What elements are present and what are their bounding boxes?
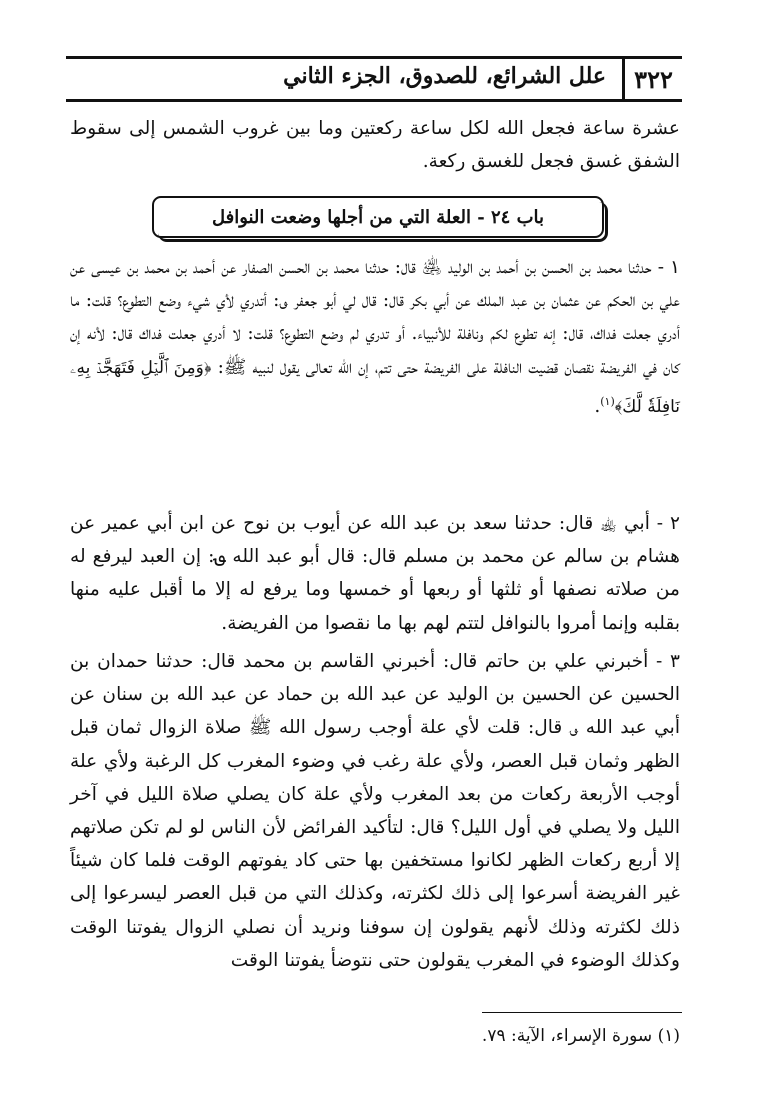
footnote: (١) سورة الإسراء، الآية: ٧٩. — [481, 1026, 680, 1046]
hadith-3: ٣ - أخبرني علي بن حاتم قال: أخبرني القاسم بن محمد قال: حدثنا حمدان بن الحسين عن الحسين بن الوليد عن عبد الله بن حماد عن عبد الله بن سنان عن أبي عبد الله ؈ قال: قلت لأي علة أوجب رسول الله ﷺ صلاة الزوال ثمان قبل الظهر وثمان قبل العصر، ولأي علة رغب في وضوء المغرب كل الرغبة ولأي علة أوجب الأربعة ركعات من بعد المغرب ولأي علة كان يصلي صلاة الليل في آخر الليل ولا يصلي في أول الليل؟ قال: لتأكيد الفرائض لأن الناس لو لم تكن صلاتهم إلا أربع ركعات الظهر لكانوا مستخفين بها حتى كاد يفوتهم الوقت فلما كان شيئاً غير الفريضة أسرعوا إلى ذلك لكثرته، وكذلك التي من قبل العصر ليسرعوا إلى ذلك لكثرته وذلك لأنهم يقولون إن سوفنا ونريد أن نصلي الزوال يفوتنا الوقت وكذلك الوضوء في المغرب يقولون حتى نتوضأ يفوتنا الوقت — [70, 651, 681, 971]
chapter-title-box — [152, 196, 604, 238]
chapter-title: باب ٢٤ - العلة التي من أجلها وضعت النوافل — [211, 206, 545, 228]
hadith-1-text: ١ - حدثنا محمد بن الحسن بن أحمد بن الوليد ﵁ قال: حدثنا محمد بن الحسن الصفار عن أحمد بن محمد بن عيسى عن علي بن الحكم عن عثمان بن عبد الملك عن أبي بكر قال: قال لي أبو جعفر ؈: أتدري لأي شيء وضع التطوع؟ قلت: ما أدري جعلت فداك، قال: إنه تطوع لكم ونافلة للأنبياء. أو تدري لم وضع التطوع؟ قلت: لا أدري جعلت فداك قال: لأنه إن كان في الفريضة نقصان قضيت النافلة على الفريضة حتى تتم، إن الله تعالى يقول لنبيه ﷺ: — [70, 257, 680, 378]
intro-paragraph: عشرة ساعة فجعل الله لكل ساعة ركعتين وما بين غروب الشمس إلى سقوط الشفق غسق فجعل للغسق ركعة. — [70, 118, 680, 173]
footnote-separator — [482, 1012, 682, 1013]
hadith-2: ٢ - أبي ﵀ قال: حدثنا سعد بن عبد الله عن أيوب بن نوح عن ابن أبي عمير عن هشام بن سالم عن محمد بن مسلم قال: قال أبو عبد الله ؈: إن العبد ليرفع له من صلاته نصفها أو ثلثها أو ربعها أو خمسها وما يرفع له إلا ما أقبل عليه منها بقلبه وإنما أمروا بالنوافل لتتم لهم بها ما نقصوا من الفريضة. — [70, 513, 680, 634]
running-header — [66, 56, 682, 102]
hadith-1-end: . — [594, 396, 601, 417]
page-number: ٣٢٢ — [622, 59, 682, 99]
quran-verse: ﴿وَمِنَ ٱلَّيۡلِ فَتَهَجَّدۡ بِهِۦ نَافِلَةٗ لَّكَ﴾ — [70, 357, 680, 417]
hadith-1 — [70, 251, 680, 424]
running-title: علل الشرائع، للصدوق، الجزء الثاني — [283, 63, 606, 89]
footnote-reference: (١) — [600, 394, 615, 408]
